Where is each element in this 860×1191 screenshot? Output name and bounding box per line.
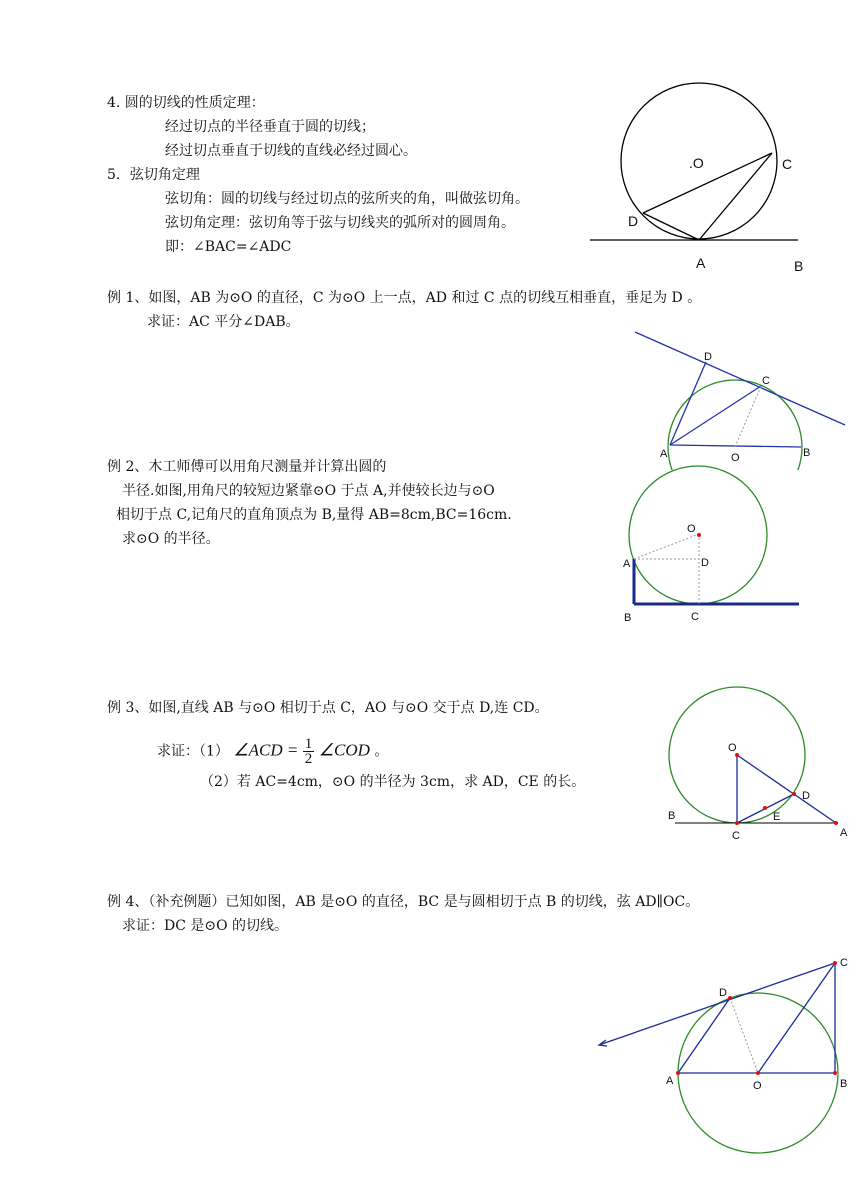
figure-example-3 xyxy=(665,685,855,845)
example-2-line-3: 相切于点 C,记角尺的直角顶点为 B,量得 AB=8cm,BC=16cm. xyxy=(116,507,512,523)
fig1-tangent-line xyxy=(635,332,845,425)
fig3-line-oa xyxy=(737,755,836,823)
example-3-formula xyxy=(157,737,388,766)
example-2-line-4: 求⊙O 的半径。 xyxy=(122,531,220,547)
fig2-point-o xyxy=(697,533,701,537)
fig0-label-a: A xyxy=(696,255,706,271)
example-1-line-2: 求证：AC 平分∠DAB。 xyxy=(147,314,300,330)
example-2-line-2: 半径.如图,用角尺的较短边紧靠⊙O 于点 A,并使较长边与⊙O xyxy=(122,483,495,499)
fig1-label-o: O xyxy=(731,452,740,464)
fig0-chord-dc xyxy=(643,153,772,213)
fig4-chord-ad xyxy=(678,998,730,1073)
fig2-radius-oa xyxy=(634,534,699,559)
section-4-title: 4. 圆的切线的性质定理： xyxy=(107,95,265,111)
fig4-label-o: O xyxy=(753,1080,762,1092)
example-3-formula-right: ∠COD xyxy=(318,740,370,760)
section-4-line-2: 经过切点垂直于切线的直线必经过圆心。 xyxy=(165,143,417,159)
figure-example-2 xyxy=(615,460,810,630)
example-3-line-1: 例 3、如图,直线 AB 与⊙O 相切于点 C，AO 与⊙O 交于点 D,连 CD。 xyxy=(107,700,549,716)
figure-example-4 xyxy=(590,950,855,1155)
fig2-label-c: C xyxy=(691,611,699,623)
fig3-point-e xyxy=(763,806,767,810)
fig3-point-d xyxy=(792,792,796,796)
fig4-line-oc xyxy=(758,963,835,1073)
fig3-point-c xyxy=(735,821,739,825)
fig3-label-o: O xyxy=(728,742,737,754)
fig2-label-d: D xyxy=(701,557,709,569)
example-3-line-3: （2）若 AC=4cm，⊙O 的半径为 3cm，求 AD，CE 的长。 xyxy=(200,774,586,790)
fig2-label-b: B xyxy=(624,612,632,624)
fig2-label-o: O xyxy=(687,523,696,535)
fig3-label-d: D xyxy=(802,790,810,802)
figure-tangent-chord xyxy=(585,80,815,280)
fig4-point-a xyxy=(676,1071,680,1075)
fig0-label-o: .O xyxy=(689,155,704,171)
fig0-label-c: C xyxy=(782,156,793,172)
example-3-fraction xyxy=(303,737,315,766)
example-4-line-2: 求证：DC 是⊙O 的切线。 xyxy=(122,918,289,934)
fig1-label-d: D xyxy=(704,351,712,363)
section-5-line-3: 即：∠BAC=∠ADC xyxy=(165,239,292,255)
fig4-point-c xyxy=(833,961,837,965)
fig4-label-a: A xyxy=(666,1075,674,1087)
fig0-chord-da xyxy=(643,213,699,240)
fig4-radius-od xyxy=(730,998,758,1073)
section-5-line-1: 弦切角：圆的切线与经过切点的弦所夹的角，叫做弦切角。 xyxy=(165,191,529,207)
example-3-prove-prefix: 求证：（1） xyxy=(157,743,229,760)
fig2-label-a: A xyxy=(623,558,631,570)
fig3-point-a xyxy=(834,821,838,825)
fig4-point-o xyxy=(756,1071,760,1075)
fig3-label-a: A xyxy=(840,827,848,839)
fig1-label-c: C xyxy=(762,375,770,387)
section-5-title: 5．弦切角定理 xyxy=(107,167,200,183)
fig1-line-ac xyxy=(670,386,761,445)
example-4-line-1: 例 4、（补充例题）已知如图，AB 是⊙O 的直径，BC 是与圆相切于点 B 的切线，弦 AD∥OC。 xyxy=(107,894,700,910)
fig1-label-b: B xyxy=(803,447,811,459)
fig4-label-b: B xyxy=(840,1078,848,1090)
fig0-chord-ac xyxy=(699,153,772,240)
example-2-line-1: 例 2、木工师傅可以用角尺测量并计算出圆的 xyxy=(107,459,387,475)
fig0-label-d: D xyxy=(628,213,639,229)
fig3-label-c: C xyxy=(732,830,740,842)
section-5-line-2: 弦切角定理：弦切角等于弦与切线夹的弧所对的圆周角。 xyxy=(165,215,515,231)
fig1-line-ad xyxy=(670,362,706,445)
fig3-label-e: E xyxy=(773,811,781,823)
example-3-formula-end: 。 xyxy=(374,743,389,760)
fig0-label-b: B xyxy=(794,258,804,274)
fraction-denominator: 2 xyxy=(304,751,313,767)
fig4-point-d xyxy=(728,996,732,1000)
fig4-label-c: C xyxy=(840,957,848,969)
section-4-line-1: 经过切点的半径垂直于圆的切线； xyxy=(165,119,375,135)
fig4-point-b xyxy=(833,1071,837,1075)
fig4-label-d: D xyxy=(719,987,727,999)
example-1-line-1: 例 1、如图，AB 为⊙O 的直径，C 为⊙O 上一点，AD 和过 C 点的切线互相垂直，垂足为 D 。 xyxy=(107,290,702,306)
fig3-label-b: B xyxy=(668,810,676,822)
fraction-numerator: 1 xyxy=(304,736,313,752)
fig1-label-a: A xyxy=(660,448,668,460)
figure-example-1 xyxy=(635,320,860,470)
example-3-formula-left: ∠ACD = xyxy=(233,740,299,760)
